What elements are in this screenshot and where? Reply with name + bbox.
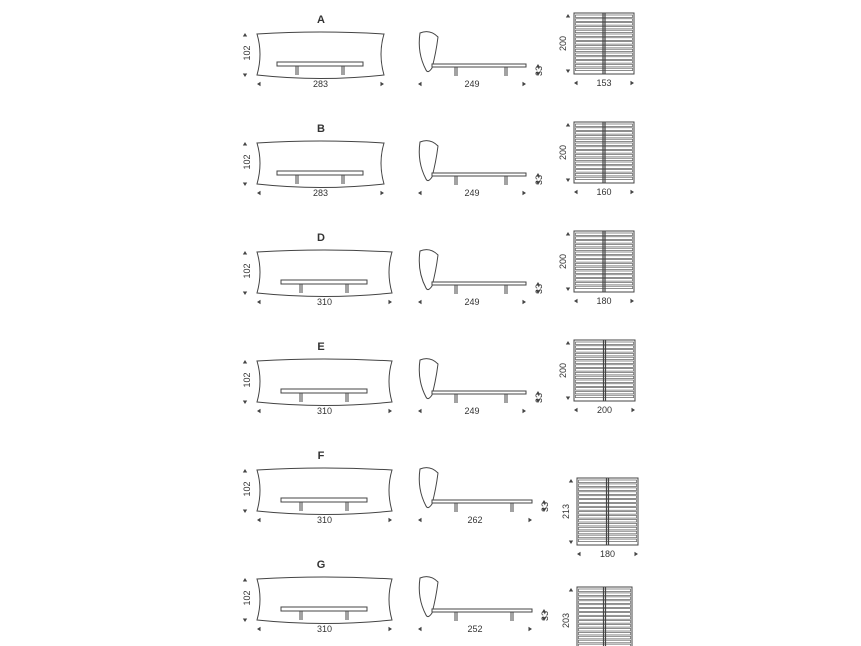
- dimension-arrowhead: [574, 299, 578, 303]
- variant-label: B: [317, 123, 325, 135]
- front-height-label: 102: [242, 263, 252, 279]
- side-length-label: 249: [464, 406, 480, 416]
- dimension-arrowhead: [243, 291, 247, 295]
- dimension-arrowhead: [380, 82, 384, 86]
- dimension-arrowhead: [634, 552, 638, 556]
- dimension-arrowhead: [528, 627, 532, 631]
- variant-d-group: [242, 231, 634, 307]
- front-width-label: 310: [316, 624, 333, 634]
- headboard-outline: [257, 577, 392, 624]
- dimension-arrowhead: [418, 627, 422, 631]
- dimension-arrowhead: [243, 469, 247, 473]
- headboard-outline: [257, 32, 384, 79]
- slat-length-label: 200: [558, 362, 568, 379]
- dimension-arrowhead: [522, 409, 526, 413]
- dimension-arrowhead: [569, 540, 573, 544]
- dimension-arrowhead: [257, 191, 261, 195]
- dimension-arrowhead: [522, 191, 526, 195]
- dimension-arrowhead: [574, 190, 578, 194]
- bed-frame-front: [281, 389, 367, 393]
- variant-label: D: [317, 232, 325, 244]
- dimension-arrowhead: [630, 81, 634, 85]
- dimension-arrowhead: [577, 552, 581, 556]
- dimension-arrowhead: [388, 627, 392, 631]
- slat-base: [574, 340, 635, 401]
- dimension-arrowhead: [257, 409, 261, 413]
- side-length-label: 262: [467, 515, 483, 525]
- slat-width-label: 180: [596, 296, 612, 306]
- dimension-arrowhead: [566, 396, 570, 400]
- bed-frame-front: [277, 62, 363, 66]
- headboard-outline: [257, 359, 392, 406]
- dimension-arrowhead: [528, 518, 532, 522]
- leg-height-label: 33: [534, 283, 544, 295]
- dimension-arrowhead: [631, 408, 635, 412]
- dimension-arrowhead: [243, 73, 247, 77]
- bed-frame-front: [281, 607, 367, 611]
- variant-a-group: [242, 13, 634, 89]
- slat-width-label: 153: [596, 78, 612, 88]
- slat-base: [577, 478, 638, 545]
- slat-base: [574, 13, 634, 74]
- front-height-label: 102: [242, 45, 252, 61]
- leg-height-label: 33: [540, 501, 550, 513]
- side-length-label: 249: [464, 79, 480, 89]
- variant-g-group: [242, 559, 632, 646]
- dimension-arrowhead: [569, 479, 573, 483]
- variant-b-group: [242, 122, 634, 198]
- dimension-arrowhead: [243, 400, 247, 404]
- slat-length-label: 203: [561, 612, 571, 629]
- dimension-arrowhead: [257, 300, 261, 304]
- leg-height-label: 33: [534, 174, 544, 186]
- dimension-arrowhead: [566, 178, 570, 182]
- slat-frame: [574, 13, 634, 74]
- front-height-label: 102: [242, 590, 252, 606]
- dimension-arrowhead: [257, 627, 261, 631]
- dimension-arrowhead: [388, 518, 392, 522]
- bed-frame-front: [281, 498, 367, 502]
- front-width-label: 283: [312, 188, 329, 198]
- headboard-outline: [257, 468, 392, 515]
- dimension-arrowhead: [574, 81, 578, 85]
- bed-rail-side: [432, 282, 526, 285]
- slat-length-label: 200: [558, 35, 568, 52]
- side-length-label: 249: [464, 297, 480, 307]
- dimension-arrowhead: [566, 287, 570, 291]
- dimension-arrowhead: [566, 69, 570, 73]
- front-height-label: 102: [242, 372, 252, 388]
- dimension-arrowhead: [566, 232, 570, 236]
- front-width-label: 283: [312, 79, 329, 89]
- slat-length-label: 213: [561, 503, 571, 520]
- bed-rail-side: [432, 391, 526, 394]
- dimension-arrowhead: [243, 251, 247, 255]
- dimension-arrowhead: [243, 618, 247, 622]
- variant-label: F: [317, 450, 325, 462]
- variant-label: E: [317, 341, 325, 353]
- dimension-arrowhead: [522, 82, 526, 86]
- dimension-arrowhead: [574, 408, 578, 412]
- dimension-arrowhead: [418, 409, 422, 413]
- variant-label: A: [317, 14, 325, 26]
- bed-rail-side: [432, 609, 532, 612]
- slat-frame: [574, 231, 634, 292]
- slat-frame: [574, 122, 634, 183]
- front-height-label: 102: [242, 154, 252, 170]
- dimension-arrowhead: [522, 300, 526, 304]
- variant-label: G: [316, 559, 326, 571]
- slat-width-label: 180: [599, 549, 616, 559]
- dimension-arrowhead: [630, 190, 634, 194]
- dimension-arrowhead: [380, 191, 384, 195]
- slat-length-label: 200: [558, 144, 568, 161]
- dimension-arrowhead: [243, 33, 247, 37]
- leg-height-label: 33: [534, 392, 544, 404]
- slat-width-label: 160: [596, 187, 612, 197]
- slat-base: [574, 122, 634, 183]
- dimension-arrowhead: [569, 588, 573, 592]
- dimension-arrowhead: [630, 299, 634, 303]
- dimension-arrowhead: [566, 341, 570, 345]
- dimension-arrowhead: [257, 82, 261, 86]
- dimension-arrowhead: [243, 578, 247, 582]
- dimension-arrowhead: [418, 300, 422, 304]
- front-height-label: 102: [242, 481, 252, 497]
- dimension-arrowhead: [243, 182, 247, 186]
- headboard-outline: [257, 141, 384, 188]
- dimension-arrowhead: [566, 123, 570, 127]
- dimension-arrowhead: [566, 14, 570, 18]
- side-length-label: 252: [467, 624, 483, 634]
- dimension-arrowhead: [418, 518, 422, 522]
- slat-base: [577, 587, 632, 646]
- dimension-arrowhead: [388, 300, 392, 304]
- dimension-arrowhead: [257, 518, 261, 522]
- dimension-arrowhead: [243, 360, 247, 364]
- front-width-label: 310: [316, 406, 333, 416]
- leg-height-label: 33: [534, 65, 544, 77]
- slat-length-label: 200: [558, 253, 568, 270]
- slat-base: [574, 231, 634, 292]
- front-width-label: 310: [316, 297, 333, 307]
- slat-frame: [574, 340, 635, 401]
- dimension-arrowhead: [418, 191, 422, 195]
- bed-rail-side: [432, 500, 532, 503]
- bed-rail-side: [432, 64, 526, 67]
- dimension-arrowhead: [418, 82, 422, 86]
- dimension-arrowhead: [243, 509, 247, 513]
- dimension-arrowhead: [388, 409, 392, 413]
- headboard-outline: [257, 250, 392, 297]
- dimension-arrowhead: [243, 142, 247, 146]
- side-length-label: 249: [464, 188, 480, 198]
- leg-height-label: 33: [540, 610, 550, 622]
- bed-rail-side: [432, 173, 526, 176]
- bed-frame-front: [281, 280, 367, 284]
- bed-frame-front: [277, 171, 363, 175]
- variant-e-group: [242, 340, 635, 416]
- front-width-label: 310: [316, 515, 333, 525]
- slat-width-label: 200: [596, 405, 613, 415]
- variant-f-group: [242, 450, 638, 559]
